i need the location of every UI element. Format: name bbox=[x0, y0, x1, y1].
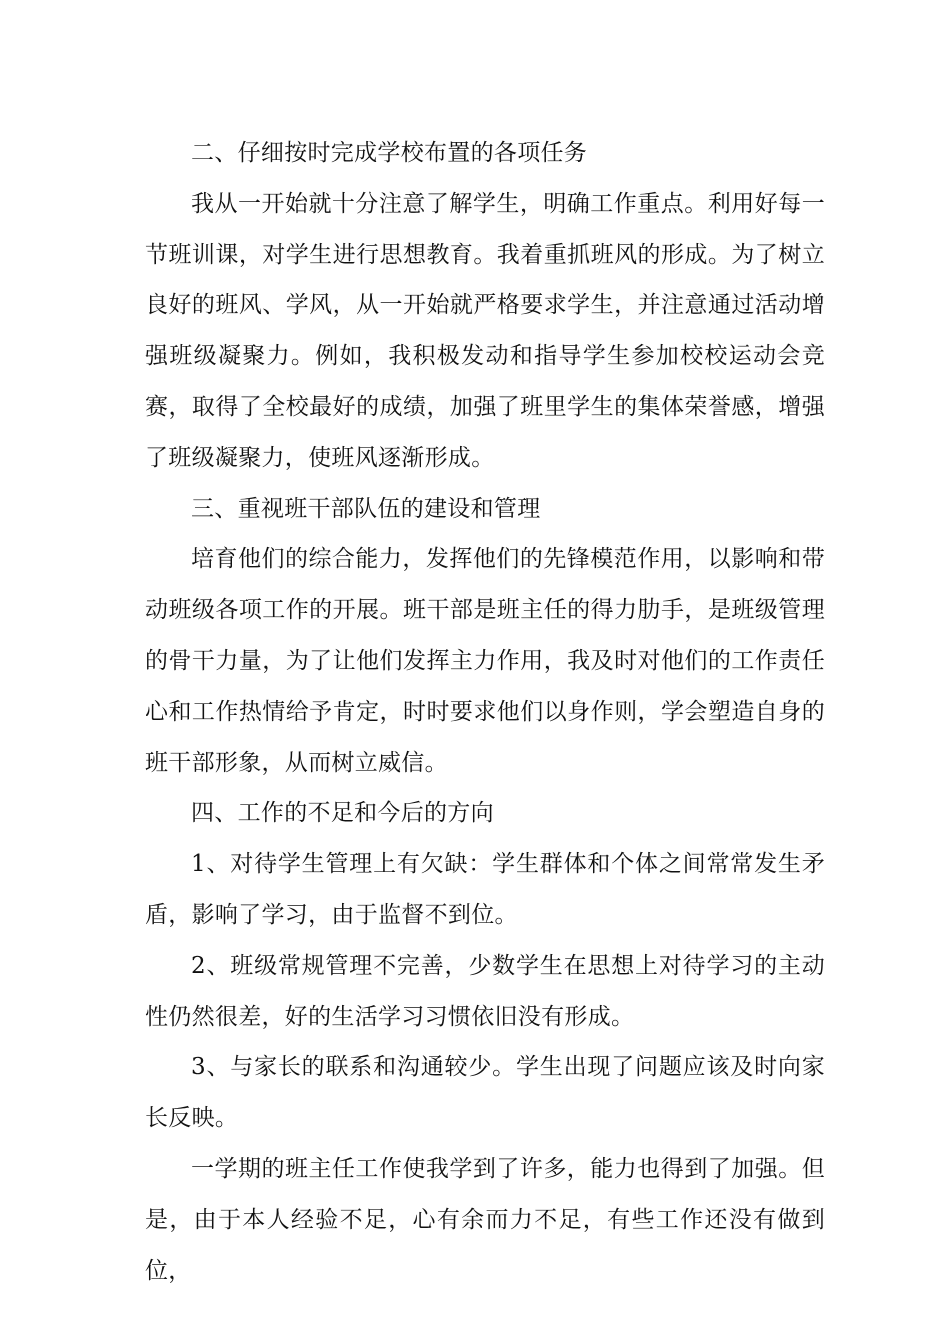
paragraph-class-cadres: 培育他们的综合能力，发挥他们的先锋模范作用，以影响和带动班级各项工作的开展。班干部是班主任的得力肋手，是班级管理的骨干力量，为了让他们发挥主力作用，我及时对他们的工作责任心和工作热情给予肯定，时时要求他们以身作则，学会塑造自身的班干部形象，从而树立威信。 bbox=[145, 546, 825, 776]
paragraph-class-spirit: 我从一开始就十分注意了解学生，明确工作重点。利用好每一节班训课，对学生进行思想教育。我着重抓班风的形成。为了树立良好的班风、学风，从一开始就严格要求学生，并注意通过活动增强班级凝聚力。例如，我积极发动和指导学生参加校校运动会竞赛，取得了全校最好的成绩，加强了班里学生的集体荣誉感，增强了班级凝聚力，使班风逐渐形成。 bbox=[145, 190, 825, 471]
section-heading-3: 三、重视班干部队伍的建设和管理 bbox=[191, 495, 541, 522]
paragraph-shortcoming-1: 1、对待学生管理上有欠缺：学生群体和个体之间常常发生矛盾，影响了学习，由于监督不到位。 bbox=[145, 851, 825, 928]
section-heading-4: 四、工作的不足和今后的方向 bbox=[191, 800, 494, 827]
document-body bbox=[145, 128, 825, 1296]
paragraph-summary: 一学期的班主任工作使我学到了许多，能力也得到了加强。但是，由于本人经验不足，心有余而力不足，有些工作还没有做到位， bbox=[145, 1155, 825, 1284]
paragraph-shortcoming-3: 3、与家长的联系和沟通较少。学生出现了问题应该及时向家长反映。 bbox=[145, 1054, 825, 1132]
section-heading-2: 二、仔细按时完成学校布置的各项任务 bbox=[191, 140, 588, 166]
paragraph-shortcoming-2: 2、班级常规管理不完善，少数学生在思想上对待学习的主动性仍然很差，好的生活学习习惯依旧没有形成。 bbox=[145, 952, 825, 1030]
